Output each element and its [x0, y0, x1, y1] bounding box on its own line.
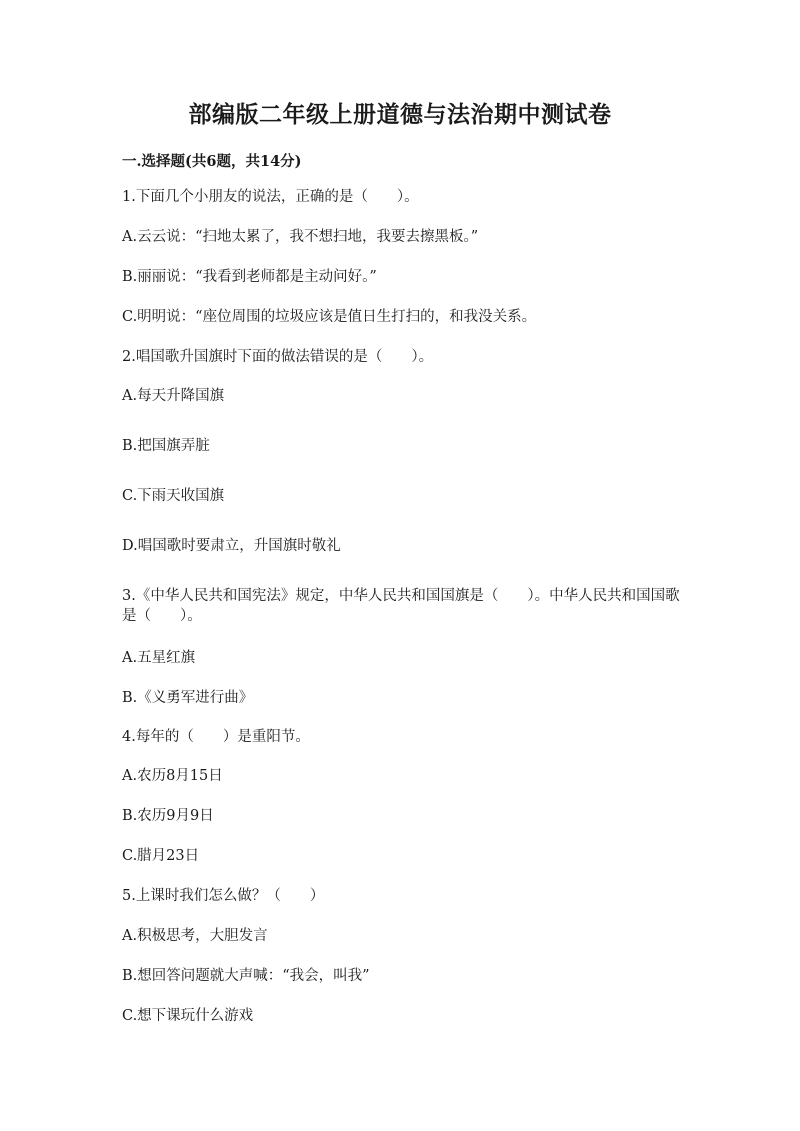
question-5: 5.上课时我们怎么做？（ ）	[122, 888, 325, 904]
question-5-option-c: C.想下课玩什么游戏	[122, 1008, 254, 1024]
section-heading: 一.选择题(共6题，共14分)	[122, 153, 302, 170]
question-2-option-d: D.唱国歌时要肃立，升国旗时敬礼	[122, 538, 341, 554]
question-3: 3.《中华人民共和国宪法》规定，中华人民共和国国旗是（ ）。中华人民共和国国歌是（ ）。	[122, 588, 680, 624]
question-2-option-a: A.每天升降国旗	[122, 388, 225, 404]
question-3-option-a: A.五星红旗	[122, 650, 196, 666]
question-2: 2.唱国歌升国旗时下面的做法错误的是（ ）。	[122, 349, 434, 365]
question-1: 1.下面几个小朋友的说法，正确的是（ ）。	[122, 189, 419, 205]
question-4-option-b: B.农历9月9日	[122, 808, 214, 824]
question-1-option-a: A.云云说：“扫地太累了，我不想扫地，我要去擦黑板。”	[122, 229, 479, 245]
question-4-option-c: C.腊月23日	[122, 848, 200, 864]
question-5-option-b: B.想回答问题就大声喊：“我会，叫我”	[122, 968, 370, 984]
question-2-option-c: C.下雨天收国旗	[122, 488, 225, 504]
question-4: 4.每年的（ ）是重阳节。	[122, 729, 310, 745]
page-title: 部编版二年级上册道德与法治期中测试卷	[188, 101, 612, 128]
question-2-option-b: B.把国旗弄脏	[122, 438, 210, 454]
question-1-option-b: B.丽丽说：“我看到老师都是主动问好。”	[122, 269, 377, 285]
question-4-option-a: A.农历8月15日	[122, 768, 223, 784]
question-5-option-a: A.积极思考，大胆发言	[122, 928, 268, 944]
question-1-option-c: C.明明说：“座位周围的垃圾应该是值日生打扫的，和我没关系。	[122, 309, 537, 325]
question-3-option-b: B.《义勇军进行曲》	[122, 690, 254, 706]
